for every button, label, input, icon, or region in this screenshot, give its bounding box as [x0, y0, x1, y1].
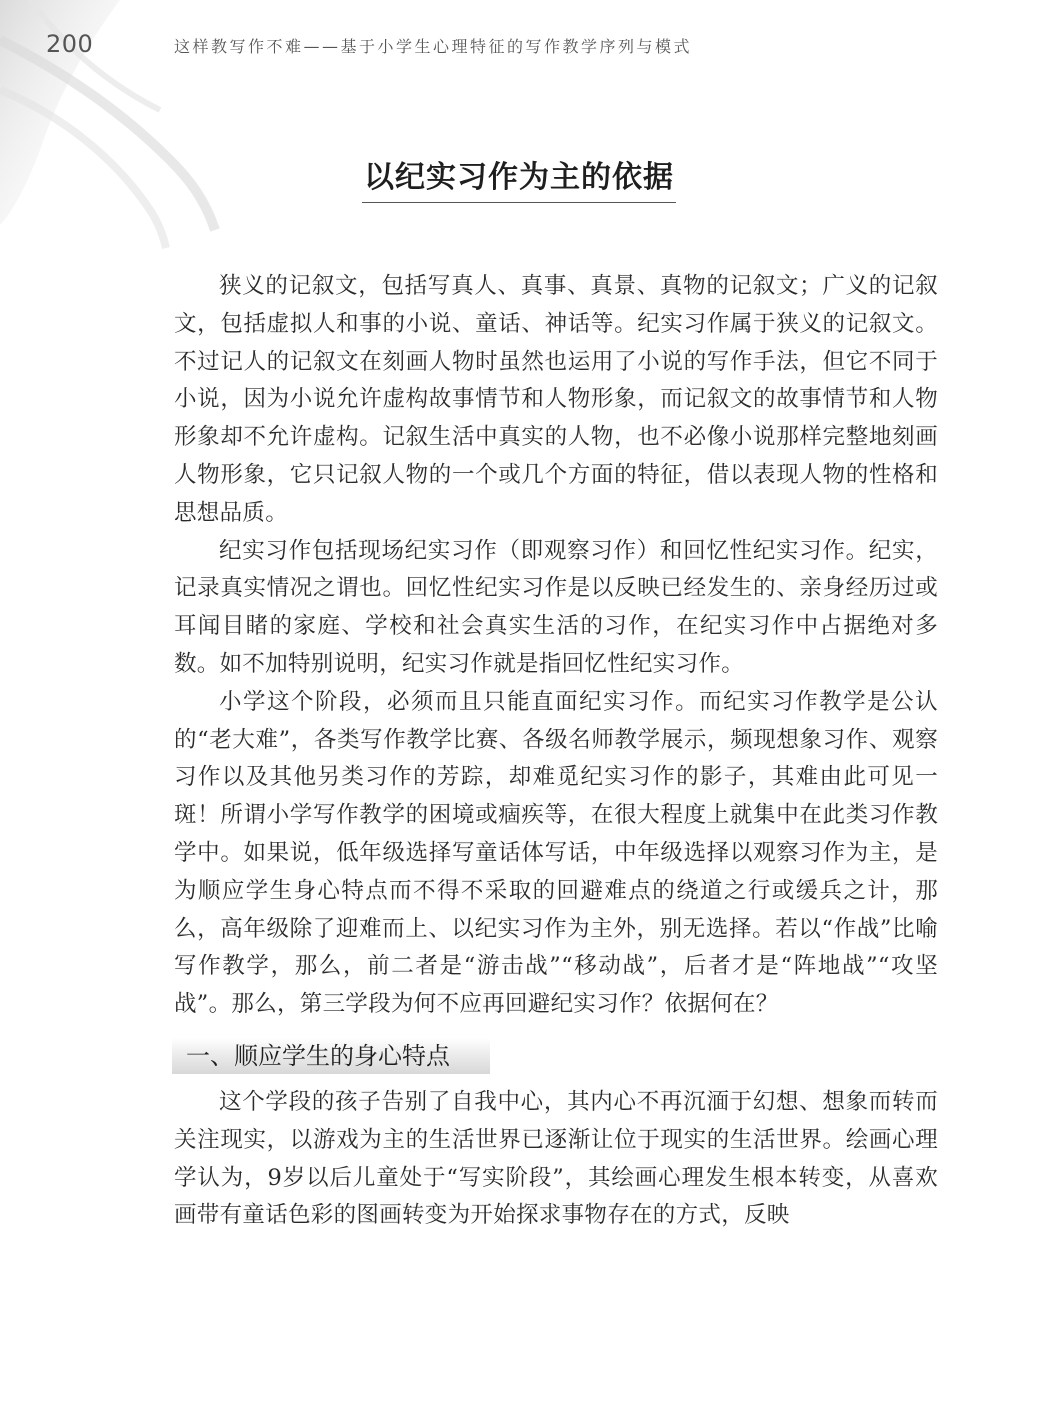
paragraph: 这个学段的孩子告别了自我中心，其内心不再沉湎于幻想、想象而转而关注现实，以游戏为主的生活世界已逐渐让位于现实的生活世界。绘画心理学认为，9岁以后儿童处于“写实阶段”，其绘画心理发生根本转变，从喜欢画带有童话色彩的图画转变为开始探求事物存在的方式，反映	[174, 1088, 938, 1229]
paragraph: 纪实习作包括现场纪实习作（即观察习作）和回忆性纪实习作。纪实，记录真实情况之谓也。回忆性纪实习作是以反映已经发生的、亲身经历过或耳闻目睹的家庭、学校和社会真实生活的习作，在纪实习作中占据绝对多数。如不加特别说明，纪实习作就是指回忆性纪实习作。	[174, 537, 938, 677]
paragraph: 狭义的记叙文，包括写真人、真事、真景、真物的记叙文；广义的记叙文，包括虚拟人和事的小说、童话、神话等。纪实习作属于狭义的记叙文。不过记人的记叙文在刻画人物时虽然也运用了小说的写作手法，但它不同于小说，因为小说允许虚构故事情节和人物形象，而记叙文的故事情节和人物形象却不允许虚构。记叙生活中真实的人物，也不必像小说那样完整地刻画人物形象，它只记叙人物的一个或几个方面的特征，借以表现人物的性格和思想品质。	[174, 273, 938, 526]
chapter-title: 以纪实习作为主的依据	[362, 152, 676, 203]
section-heading: 一、顺应学生的身心特点	[172, 1038, 490, 1074]
paragraph: 小学这个阶段，必须而且只能直面纪实习作。而纪实习作教学是公认的“老大难”，各类写作教学比赛、各级名师教学展示，频现想象习作、观察习作以及其他另类习作的芳踪，却难觅纪实习作的影子，其难由此可见一斑！所谓小学写作教学的困境或痼疾等，在很大程度上就集中在此类习作教学中。如果说，低年级选择写童话体写话，中年级选择以观察习作为主，是为顺应学生身心特点而不得不采取的回避难点的绕道之行或缓兵之计，那么，高年级除了迎难而上、以纪实习作为主外，别无选择。若以“作战”比喻写作教学，那么，前二者是“游击战”“移动战”，后者才是“阵地战”“攻坚战”。那么，第三学段为何不应再回避纪实习作？依据何在？	[174, 688, 938, 1018]
running-title: 这样教写作不难——基于小学生心理特征的写作教学序列与模式	[174, 37, 693, 56]
body-content	[174, 268, 938, 1235]
page-header	[0, 30, 1038, 60]
page-number: 200	[46, 30, 94, 58]
chapter-title-wrap	[0, 152, 1038, 203]
